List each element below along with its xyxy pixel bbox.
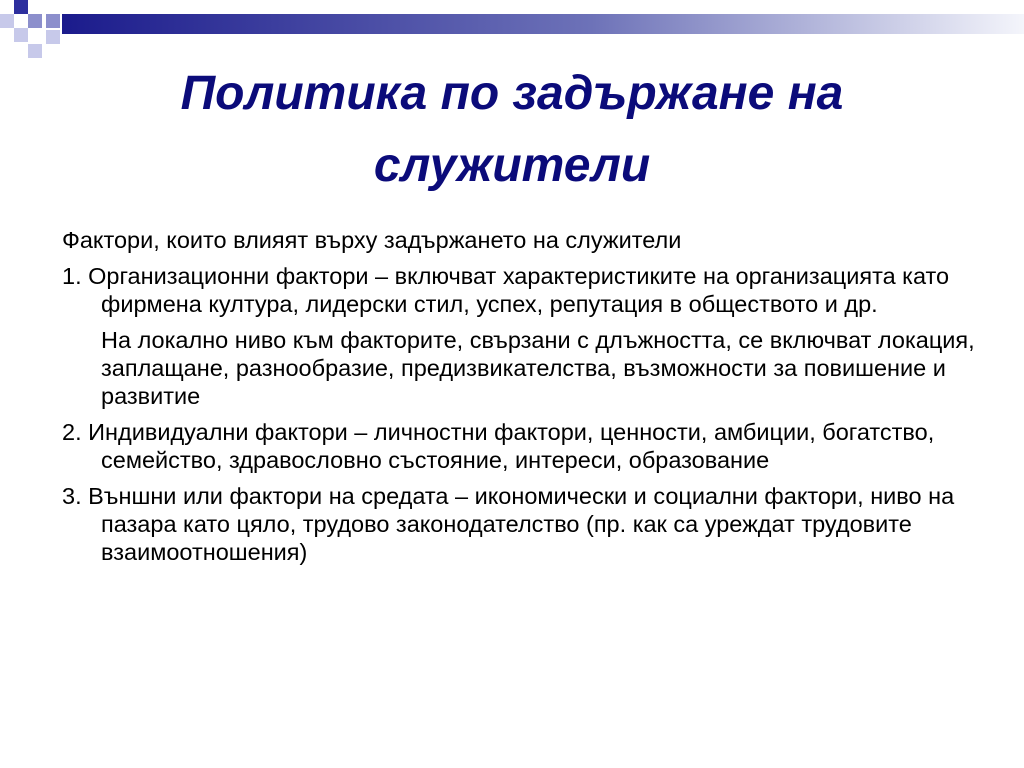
list-item-job-related: На локално ниво към факторите, свързани с длъжността, се включват локация, заплащане, разнообразие, предизвикателства, възможности за повишение и развитие — [101, 327, 975, 409]
header-decoration — [0, 0, 1024, 60]
header-gradient-bar — [62, 14, 1024, 34]
intro-text: Фактори, които влияят върху задържането на служители — [62, 227, 682, 253]
list-item-organizational: 1. Организационни фактори – включват характеристиките на организацията като фирмена култура, лидерски стил, успех, репутация в обществото и др. — [62, 263, 950, 317]
deco-square — [46, 14, 60, 28]
deco-square — [14, 28, 28, 42]
deco-square — [46, 30, 60, 44]
list-item-individual: 2. Индивидуални фактори – личностни фактори, ценности, амбиции, богатство, семейство, здравословно състояние, интереси, образование — [62, 419, 935, 473]
deco-square — [28, 44, 42, 58]
slide-body — [62, 226, 982, 574]
deco-square — [14, 0, 28, 14]
slide-title: Политика по задържане на служители — [180, 67, 844, 192]
deco-square — [28, 14, 42, 28]
deco-square — [0, 14, 14, 28]
list-item-external: 3. Външни или фактори на средата – икономически и социални фактори, ниво на пазара като цяло, трудово законодателство (пр. как са уреждат трудовите взаимоотношения) — [62, 483, 955, 565]
